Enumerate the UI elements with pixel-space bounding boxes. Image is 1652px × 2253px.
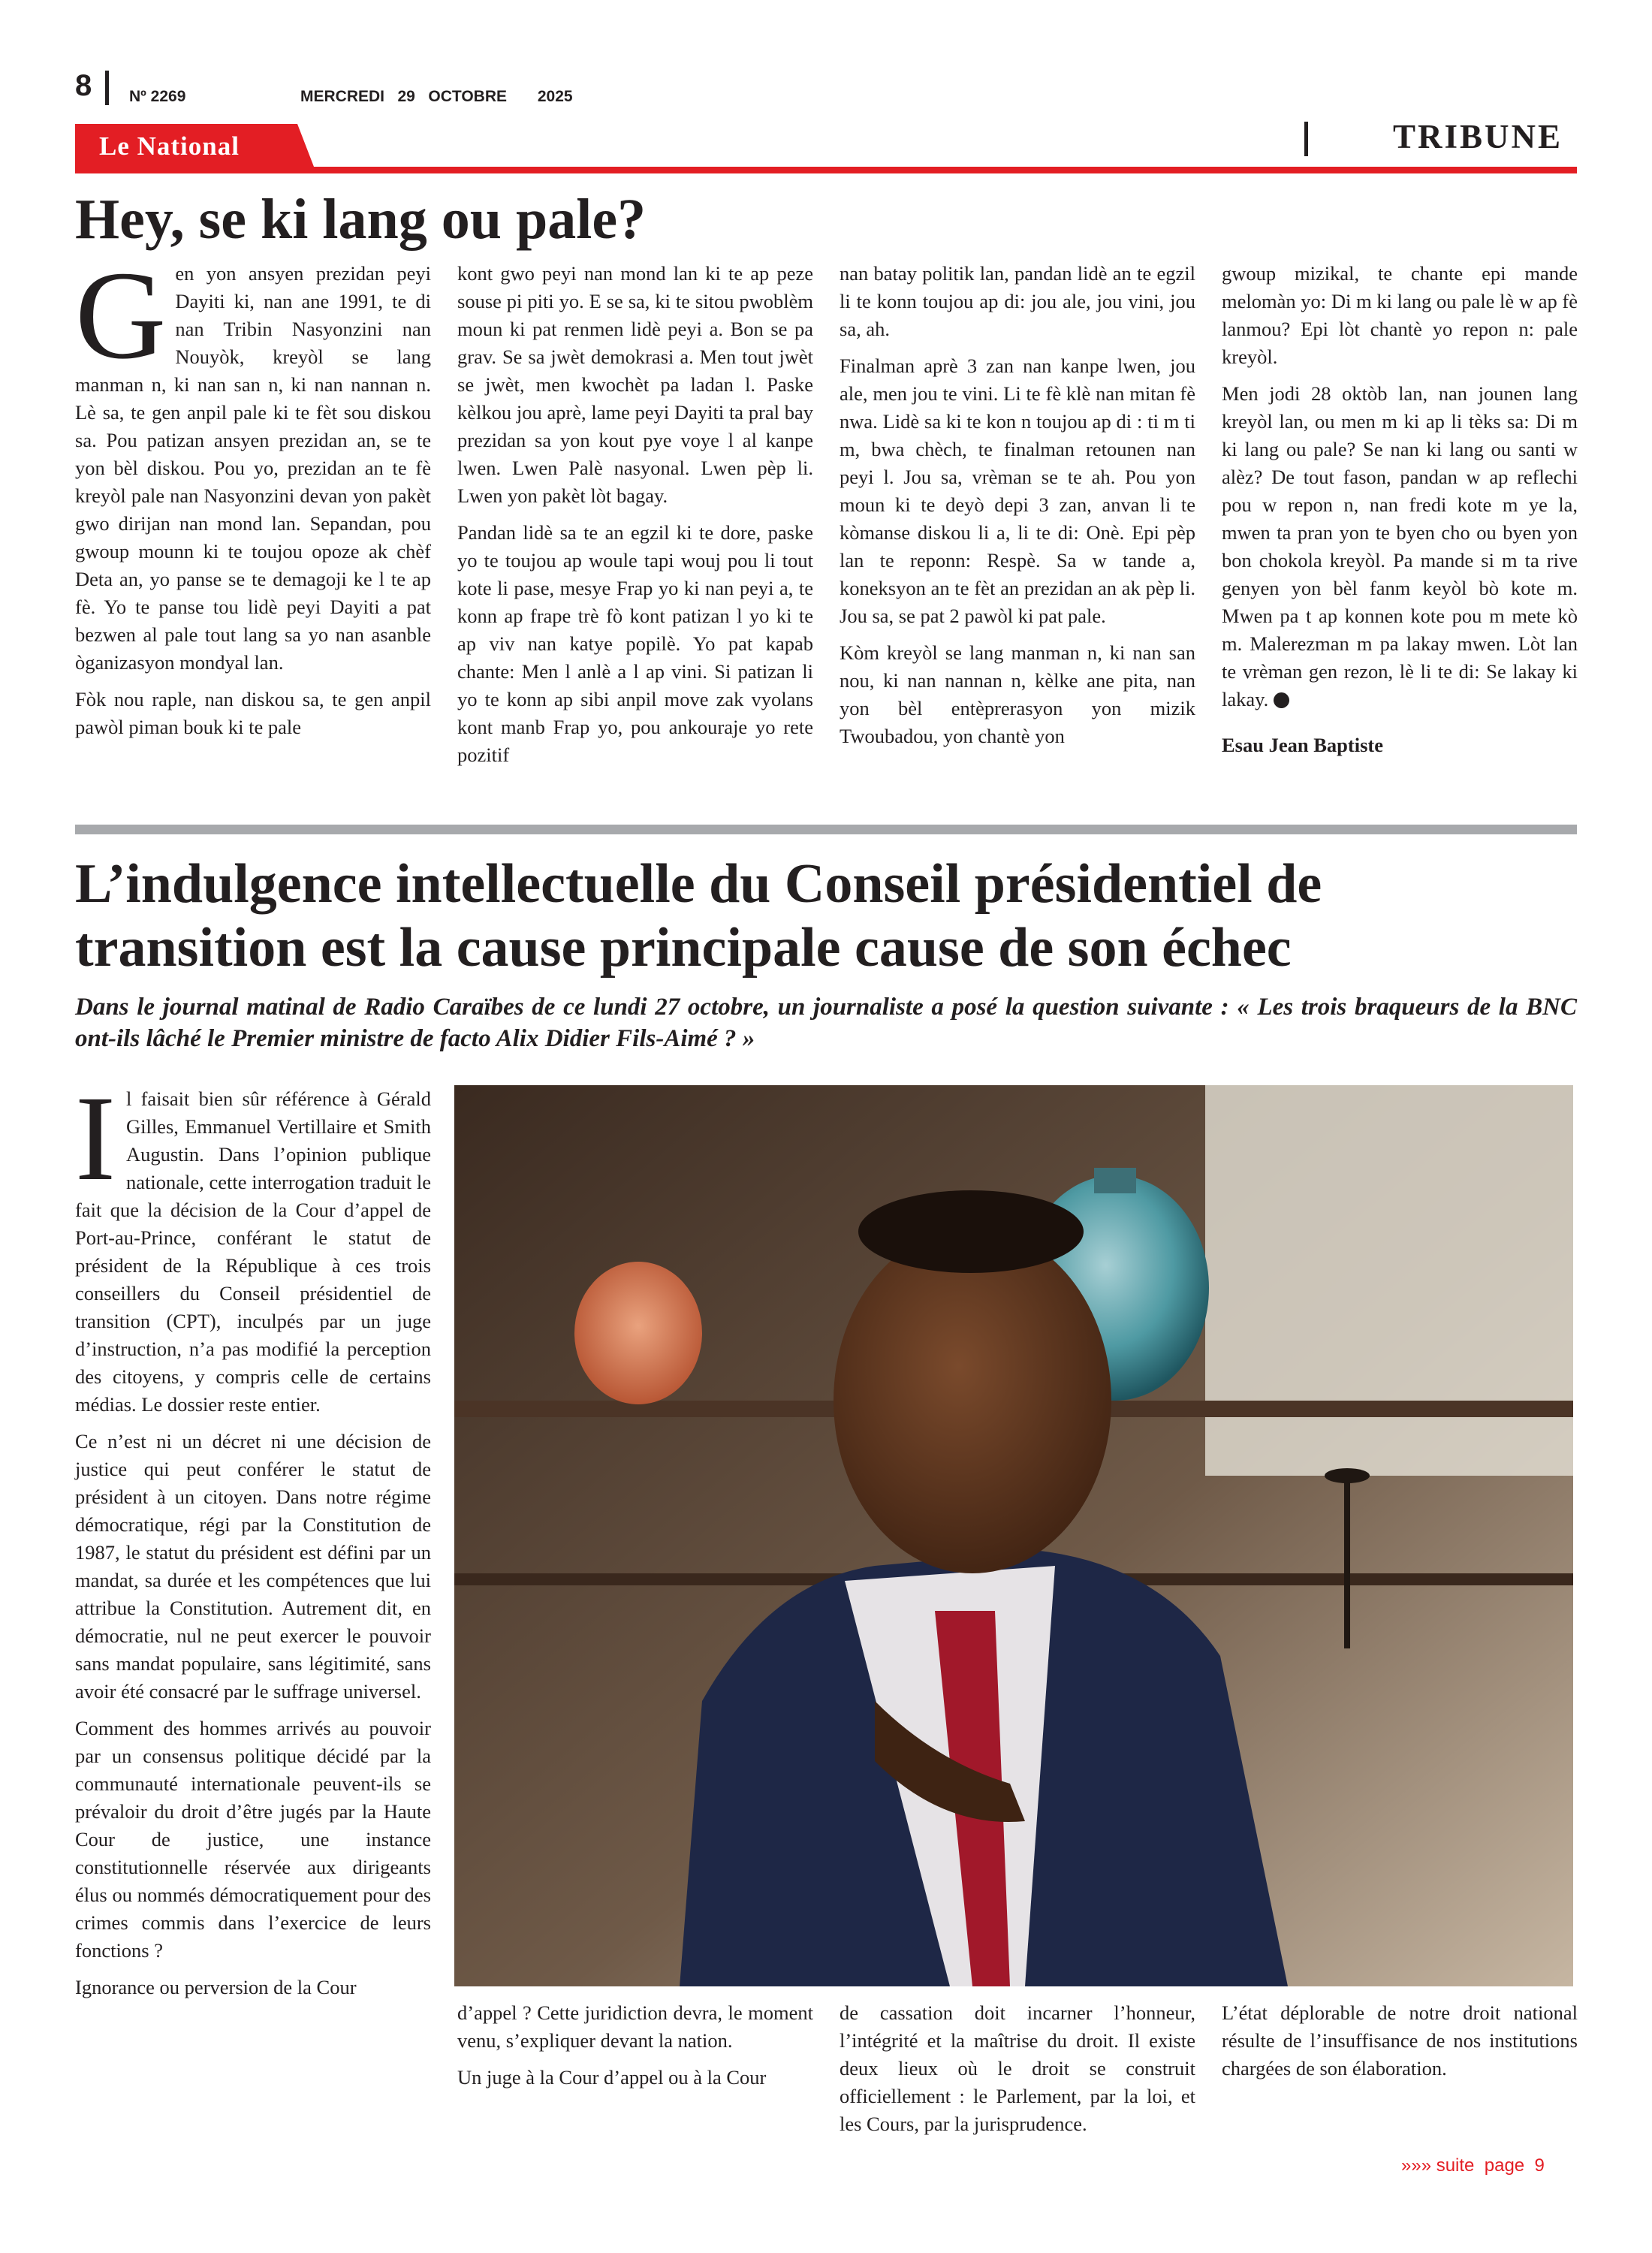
article2-column-1 — [75, 1072, 431, 2010]
article2-dropcap: I — [75, 1072, 116, 1206]
article-separator — [75, 825, 1577, 834]
article2-column-4 — [1222, 1999, 1578, 2092]
article1-paragraph: en yon ansyen prezidan peyi Dayiti ki, nan ane 1991, te di nan Tribin Nasyonzini nan Nouyòk, kreyòl se lang manman n, ki nan san n, ki nan nannan n. Lè sa, te gen anpil pale ki te fèt sou diskou sa. Pou patizan ansyen prezidan an, se te yon bèl diskou. Pou yo, prezidan an te fè kreyòl pale nan Nasyonzini devan yon pakèt gwo dirijan nan mond lan. Sepandan, pou gwoup mounn ki te toujou opoze ak chèf Deta an, yo panse se te demagoji ke l te ap fè. Yo te panse tou lidè peyi Dayiti a pat bezwen al pale tout lang sa yo nan asanble òganizasyon mondyal lan. — [75, 262, 431, 674]
article1-paragraph: Finalman aprè 3 zan nan kanpe lwen, jou ale, men jou te vini. Li te fè klè nan mitan fè nwa. Lidè sa ki te kon n toujou ap di : ti m ti m, bwa chèch, te finalman retounen nan peyi l. Jou sa, vrèman se te ah. Pou yon moun ki te deyò depi 3 zan, anvan li te kòmanse diskou li a, li te di: Onè. Epi pèp lan te reponn: Respè. Sa w tande a, koneksyon an te fèt an prezidan an ak pèp li. Jou sa, se pat 2 pawòl ki pat pale. — [840, 354, 1195, 627]
section-name: TRIBUNE — [1393, 118, 1563, 155]
article1-paragraph: Kòm kreyòl se lang manman n, ki nan san nou, ki nan nannan n, kèlke ane pita, nan yon bèl entèprerasyon yon mizik Twoubadou, yon chantè yon — [840, 641, 1195, 747]
article1-column-3 — [840, 260, 1195, 759]
article2-paragraph: L’état déplorable de notre droit national résulte de l’insuffisance de nos institutions chargées de son élaboration. — [1222, 2001, 1578, 2080]
article1-last-text: Men jodi 28 oktòb lan, nan jounen lang kreyòl lan, ou men m ki ap li tèks sa: Di m ki lang ou pale? Se nan ki lang ou santi w alèz? De tout fason, pandan w ap reflechi pou w repon n, nan fredi kote m ye la, mwen ta pran yon te byen cho ou byen yon bon chokola kreyòl. Pa mande si m ta rive genyen yon bèl fanm keyòl bò kote m. Mwen pa t ap konnen kote pou m mete kò m. Malerezman m pa lakay mwen. Lòt lan te vrèman gen rezon, lè li te di: Se lakay ki lakay. — [1222, 382, 1578, 710]
article2-column-2 — [457, 1999, 813, 2101]
photo-man-in-suit — [454, 1085, 1573, 1986]
header-red-rule — [75, 167, 1577, 173]
article1-paragraph: Pandan lidè sa te an egzil ki te dore, paske yo te toujou ap woule tapi wouj pou li tout kote li pase, mesye Frap yo ki nan peyi a, te konn ap frape trè fò kont patizan l yo ki te ap viv nan katye popilè. Yo pat kapab chante: Men l anlè a l ap vini. Si patizan li yo te konn ap sibi anpil move zak vyolans kont manb Frap yo, pou ankouraje yo rete pozitif — [457, 521, 813, 766]
issue-number: Nº 2269 — [129, 88, 186, 105]
page-number-divider — [105, 71, 109, 105]
article1-paragraph — [1222, 380, 1578, 713]
article1-column-1 — [75, 246, 431, 750]
article1-paragraph: Fòk nou raple, nan diskou sa, te gen anpil pawòl piman bouk ki te pale — [75, 688, 431, 738]
article2-column-3 — [840, 1999, 1195, 2147]
end-mark-icon — [1274, 692, 1289, 708]
article1-column-2 — [457, 260, 813, 778]
article1-paragraph: gwoup mizikal, te chante epi mande melomàn yo: Di m ki lang ou pale lè w ap fè lanmou? Epi lòt chantè yo repon n: pale kreyòl. — [1222, 262, 1578, 368]
article2-title-line-2: transition est la cause principale cause de son échec — [75, 917, 1292, 979]
masthead-logo — [75, 124, 314, 167]
article1-paragraph: kont gwo peyi nan mond lan ki te ap peze souse pi piti yo. E se sa, ki te sitou pwoblèm moun ki pat renmen lidè peyi a. Bon se pa grav. Se sa jwèt demokrasi a. Men tout jwèt se jwèt, men kwochèt pa ladan l. Paske kèlkou jou aprè, lame peyi Dayiti ta pral bay prezidan sa yon kout pye voye l al kanpe lwen. Lwen Palè nasyonal. Lwen pèp li. Lwen yon pakèt lòt bagay. — [457, 262, 813, 507]
logo-text: Le National — [99, 131, 240, 161]
continued-link[interactable]: »»» suite page 9 — [1401, 2155, 1545, 2176]
article2-paragraph: d’appel ? Cette juridiction devra, le moment venu, s’expliquer devant la nation. — [457, 2001, 813, 2052]
article2-paragraph: de cassation doit incarner l’honneur, l’intégrité et la maîtrise du droit. Il existe deux lieux où le droit se construit officiellement : le Parlement, par la loi, et les Cours, par la jurisprudence. — [840, 2001, 1195, 2135]
article1-column-4 — [1222, 260, 1578, 768]
section-divider — [1304, 122, 1308, 156]
article2-paragraph: Ce n’est ni un décret ni une décision de justice qui peut conférer le statut de président à un citoyen. Dans notre régime démocratique, régi par la Constitution de 1987, le statut du président est défini par un mandat, sa durée et les compétences que lui attribue la Constitution. Autrement dit, en démocratie, nul ne peut exercer le pouvoir sans mandat populaire, sans légitimité, sans avoir été consacré par le suffrage universel. — [75, 1430, 431, 1703]
article1-paragraph: nan batay politik lan, pandan lidè an te egzil li te konn toujou ap di: jou ale, jou vini, jou sa, ah. — [840, 262, 1195, 340]
article2-lede: Dans le journal matinal de Radio Caraïbes de ce lundi 27 octobre, un journaliste a posé la question suivante : « Les trois braqueurs de la BNC ont-ils lâché le Premier ministre de facto Alix Didier Fils-Aimé ? » — [75, 994, 1577, 1052]
article2-paragraph: Ignorance ou perversion de la Cour — [75, 1976, 357, 1998]
issue-date: MERCREDI 29 OCTOBRE 2025 — [300, 88, 573, 105]
article2-photo — [454, 1085, 1573, 1986]
page-number: 8 — [75, 69, 92, 102]
article2-paragraph: l faisait bien sûr référence à Gérald Gilles, Emmanuel Vertillaire et Smith Augustin. Dans l’opinion publique nationale, cette interrogation traduit le fait que la décision de la Cour d’appel de Port-au-Prince, conférant le statut de président de la République à ces trois conseillers du Conseil présidentiel de transition (CPT), inculpés par un juge d’instruction, n’a pas modifié la perception des citoyens, y compris celle de certains médias. Le dossier reste entier. — [75, 1087, 431, 1416]
article2-paragraph: Un juge à la Cour d’appel ou à la Cour — [457, 2066, 767, 2089]
article1-dropcap: G — [75, 246, 167, 385]
article2-title-line-1: L’indulgence intellectuelle du Conseil présidentiel de — [75, 853, 1322, 915]
article1-author: Esau Jean Baptiste — [1222, 734, 1383, 756]
article1-title: Hey, se ki lang ou pale? — [75, 188, 647, 251]
article2-paragraph: Comment des hommes arrivés au pouvoir par un consensus politique décidé par la communauté internationale peuvent-ils se prévaloir du droit d’être jugés par la Haute Cour de justice, une instance constitutionnelle réservée aux dirigeants élus ou nommés démocratiquement pour des crimes commis dans l’exercice de leurs fonctions ? — [75, 1717, 431, 1962]
